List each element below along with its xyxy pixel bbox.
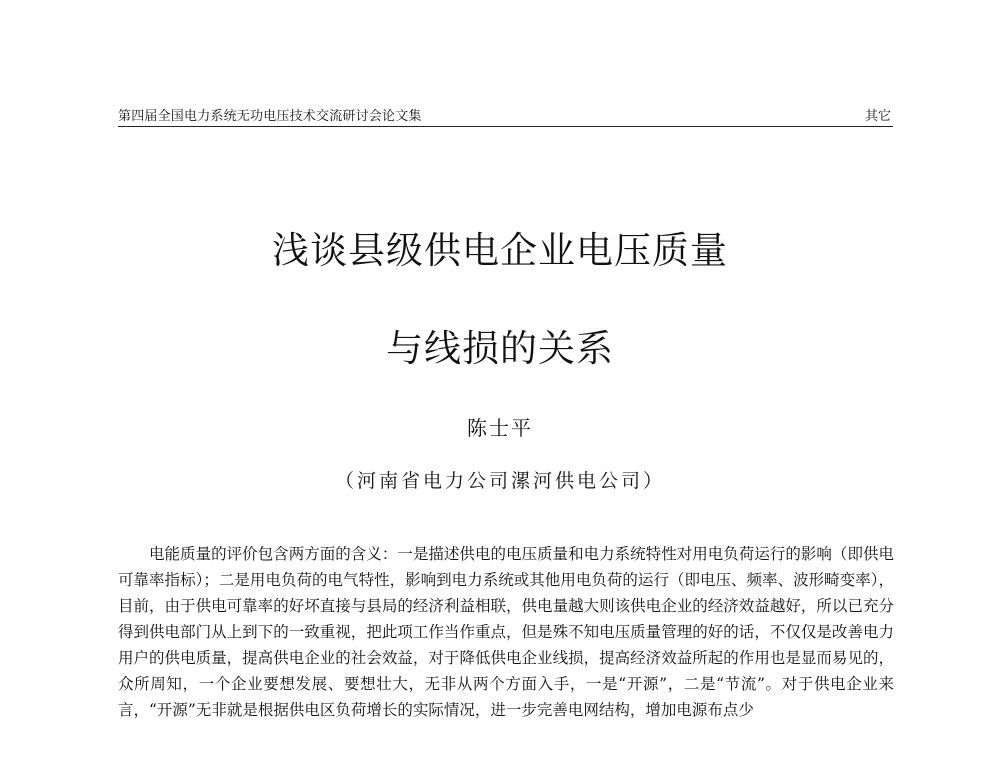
section-label: 其它 xyxy=(864,109,891,124)
article-title-line-2: 与线损的关系 xyxy=(386,327,614,370)
running-header xyxy=(118,104,893,127)
journal-title: 第四届全国电力系统无功电压技术交流研讨会论文集 xyxy=(118,109,422,124)
body-paragraph: 电能质量的评价包含两方面的含义：一是描述供电的电压质量和电力系统特性对用电负荷运行的影响（即供电可靠率指标）；二是用电负荷的电气特性，影响到电力系统或其他用电负荷的运行（即电压、频率、波形畸变率），目前，由于供电可靠率的好坏直接与县局的经济利益相联，供电量越大则该供电企业的经济效益越好，所以已充分得到供电部门从上到下的一致重视，把此项工作当作重点，但是殊不知电压质量管理的好的话，不仅仅是改善电力用户的供电质量，提高供电企业的社会效益，对于降低供电企业线损，提高经济效益所起的作用也是显而易见的，众所周知，一个企业要想发展、要想壮大，无非从两个方面入手，一是“开源”，二是“节流”。对于供电企业来言，“开源”无非就是根据供电区负荷增长的实际情况，进一步完善电网结构，增加电源布点少 xyxy=(118,545,894,719)
article-title-line-1: 浅谈县级供电企业电压质量 xyxy=(272,229,728,272)
author-affiliation: （河南省电力公司漯河供电公司） xyxy=(334,470,665,492)
author-name: 陈士平 xyxy=(467,416,533,440)
